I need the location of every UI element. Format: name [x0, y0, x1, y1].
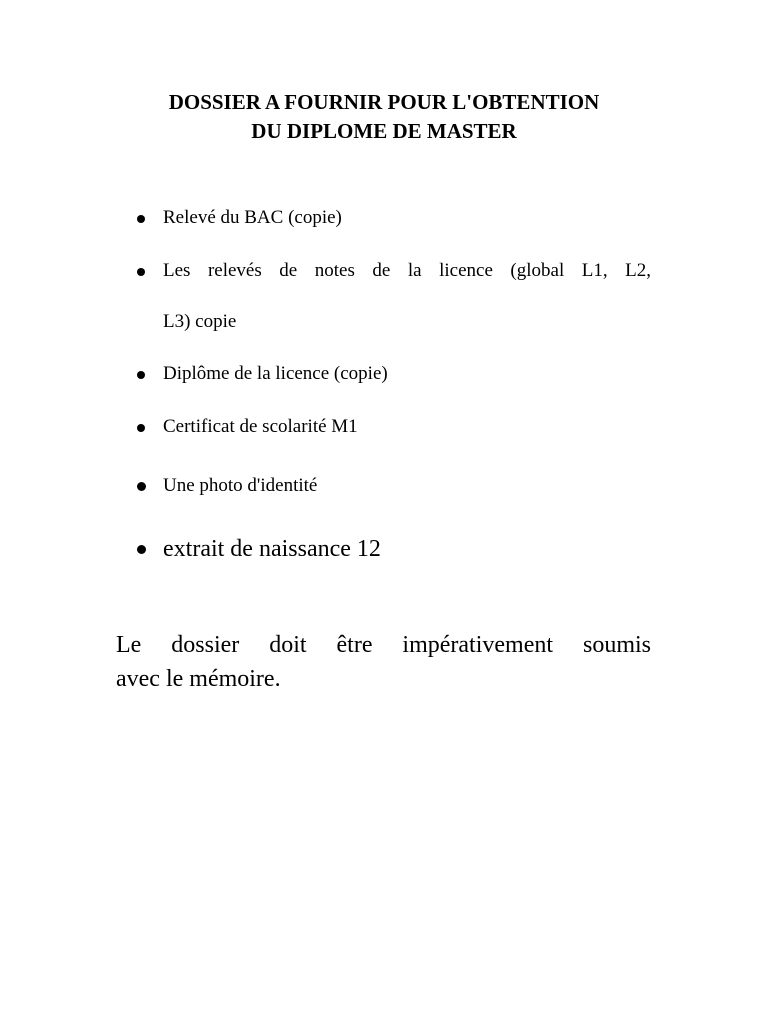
list-item-text: extrait de naissance 12: [163, 536, 381, 562]
list-item-text: Relevé du BAC (copie): [163, 207, 342, 228]
list-item: [137, 259, 651, 339]
list-item-text: Une photo d'identité: [163, 475, 318, 496]
page-title: [0, 88, 768, 146]
list-item-text: Certificat de scolarité M1: [163, 416, 358, 437]
bullet-icon: [137, 545, 146, 554]
note-line-2: avec le mémoire.: [116, 666, 281, 692]
bullet-icon: [137, 371, 145, 379]
list-item-text: Diplôme de la licence (copie): [163, 363, 388, 384]
list-item-text-line-2: L3) copie: [163, 311, 237, 332]
bullet-icon: [137, 424, 145, 432]
title-line-2: DU DIPLOME DE MASTER: [251, 119, 517, 143]
note-line-1: Le dossier doit être impérativement soumis: [116, 632, 651, 658]
bullet-icon: [137, 482, 146, 491]
bullet-icon: [137, 215, 145, 223]
title-line-1: DOSSIER A FOURNIR POUR L'OBTENTION: [168, 90, 600, 114]
list-item-text-line-1: Les relevés de notes de la licence (global L1, L2,: [163, 260, 651, 281]
submission-note: [116, 628, 651, 696]
bullet-icon: [137, 268, 145, 276]
